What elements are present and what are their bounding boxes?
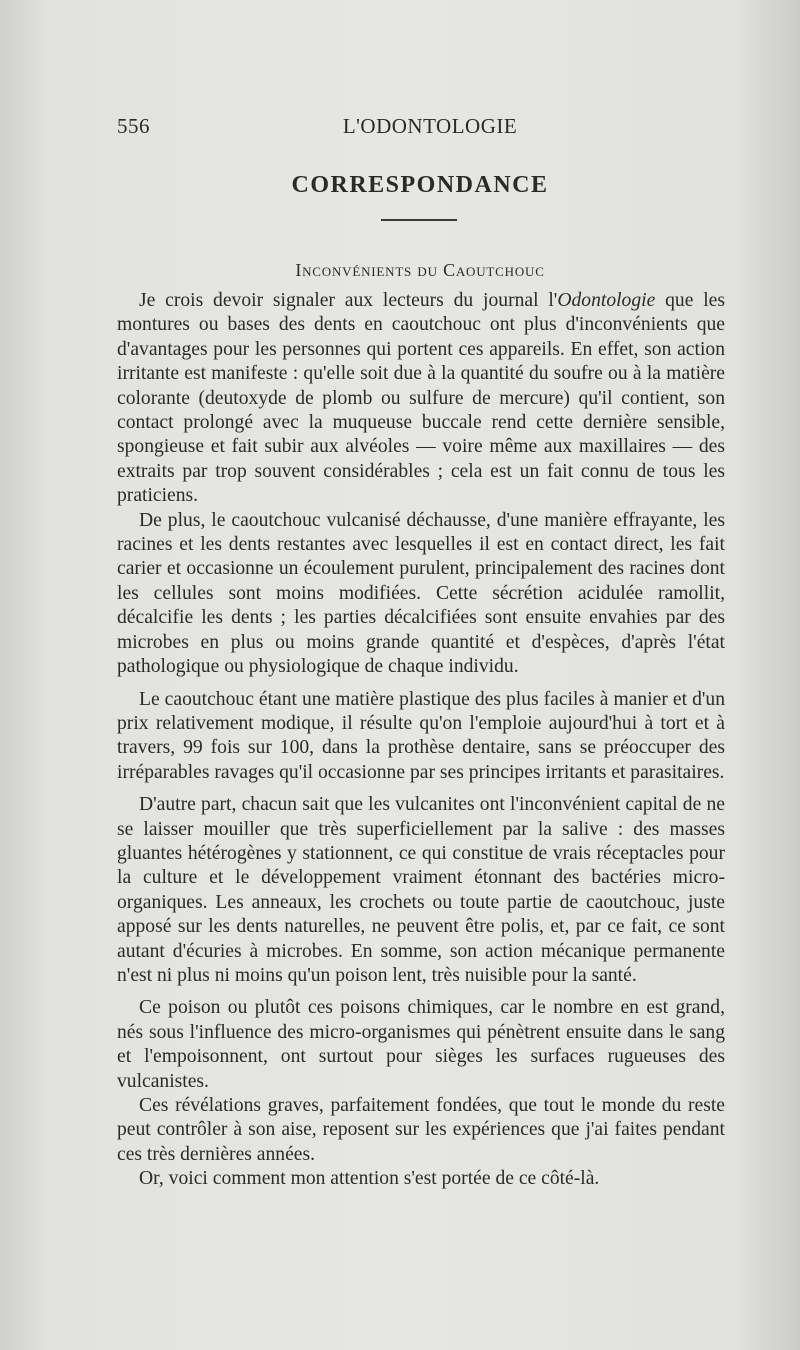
- paragraph-4: D'autre part, chacun sait que les vulcanites ont l'inconvénient capital de ne se laisser mouiller que très superficiellement par la salive : des masses gluantes hétérogènes y stationnent, ce qui constitue de vrais réceptacles pour la culture et le développement vraiment étonnant des bactéries micro-organiques. Les anneaux, les crochets ou toute partie de caoutchouc, juste apposé sur les dents naturelles, ne peuvent être polis, et, par ce fait, ce sont autant d'écuries à microbes. En somme, son action mécanique permanente n'est ni plus ni moins qu'un poison lent, très nuisible pour la santé.: [117, 794, 725, 986]
- paragraph-2: De plus, le caoutchouc vulcanisé déchausse, d'une manière effrayante, les racines et les dents restantes avec lesquelles il est en contact direct, les fait carier et occasionne un écoulement purulent, principalement des racines dont les cellules sont moins modifiées. Cette sécrétion acidulée ramollit, décalcifie les dents ; les parties décalcifiées sont ensuite envahies par des microbes en plus ou moins grande quantité et d'espèces, d'après l'état pathologique ou physiologique de chaque individu.: [117, 509, 725, 678]
- paragraph-3: Le caoutchouc étant une matière plastique des plus faciles à manier et d'un prix relativement modique, il résulte qu'on l'emploie aujourd'hui à tort et à travers, 99 fois sur 100, dans la prothèse dentaire, sans se préoccuper des irréparables ravages qu'il occasionne par ses principes irritants et parasitaires.: [117, 688, 725, 783]
- page-number: 556: [117, 114, 150, 138]
- section-title: CORRESPONDANCE: [291, 172, 549, 198]
- paragraph-6: Ces révélations graves, parfaitement fondées, que tout le monde du reste peut contrôler à son aise, reposent sur les expériences que j'ai faites pendant ces très dernières années.: [117, 1095, 725, 1165]
- journal-title: L'ODONTOLOGIE: [342, 114, 518, 138]
- title-divider: [381, 219, 457, 221]
- article-subheading: Inconvénients du Caoutchouc: [295, 260, 545, 280]
- paragraph-5: Ce poison ou plutôt ces poisons chimiques, car le nombre en est grand, nés sous l'influence des micro-organismes qui pénètrent ensuite dans le sang et l'empoisonnent, ont surtout pour sièges les surfaces rugueuses des vulcanistes.: [117, 997, 725, 1092]
- journal-name-italic: Odontologie: [557, 290, 656, 311]
- paragraph-1: [117, 289, 725, 509]
- paragraph-1-lead: Je crois devoir signaler aux lecteurs du journal l': [139, 290, 558, 311]
- paragraph-7: Or, voici comment mon attention s'est portée de ce côté-là.: [139, 1168, 600, 1190]
- article-body: [117, 289, 725, 1192]
- paragraph-1-rest: que les montures ou bases des dents en caoutchouc ont plus d'inconvénients que d'avantages pour les personnes qui portent ces appareils. En effet, son action irritante est manifeste : qu'elle soit due à la quantité du soufre ou à la matière colorante (deutoxyde de plomb ou sulfure de mercure) qu'il contient, son contact prolongé avec la muqueuse buccale rend cette dernière sensible, spongieuse et fait subir aux alvéoles — voire même aux maxillaires — des extraits par trop souvent considérables ; cela est un fait connu de tous les praticiens.: [117, 290, 725, 507]
